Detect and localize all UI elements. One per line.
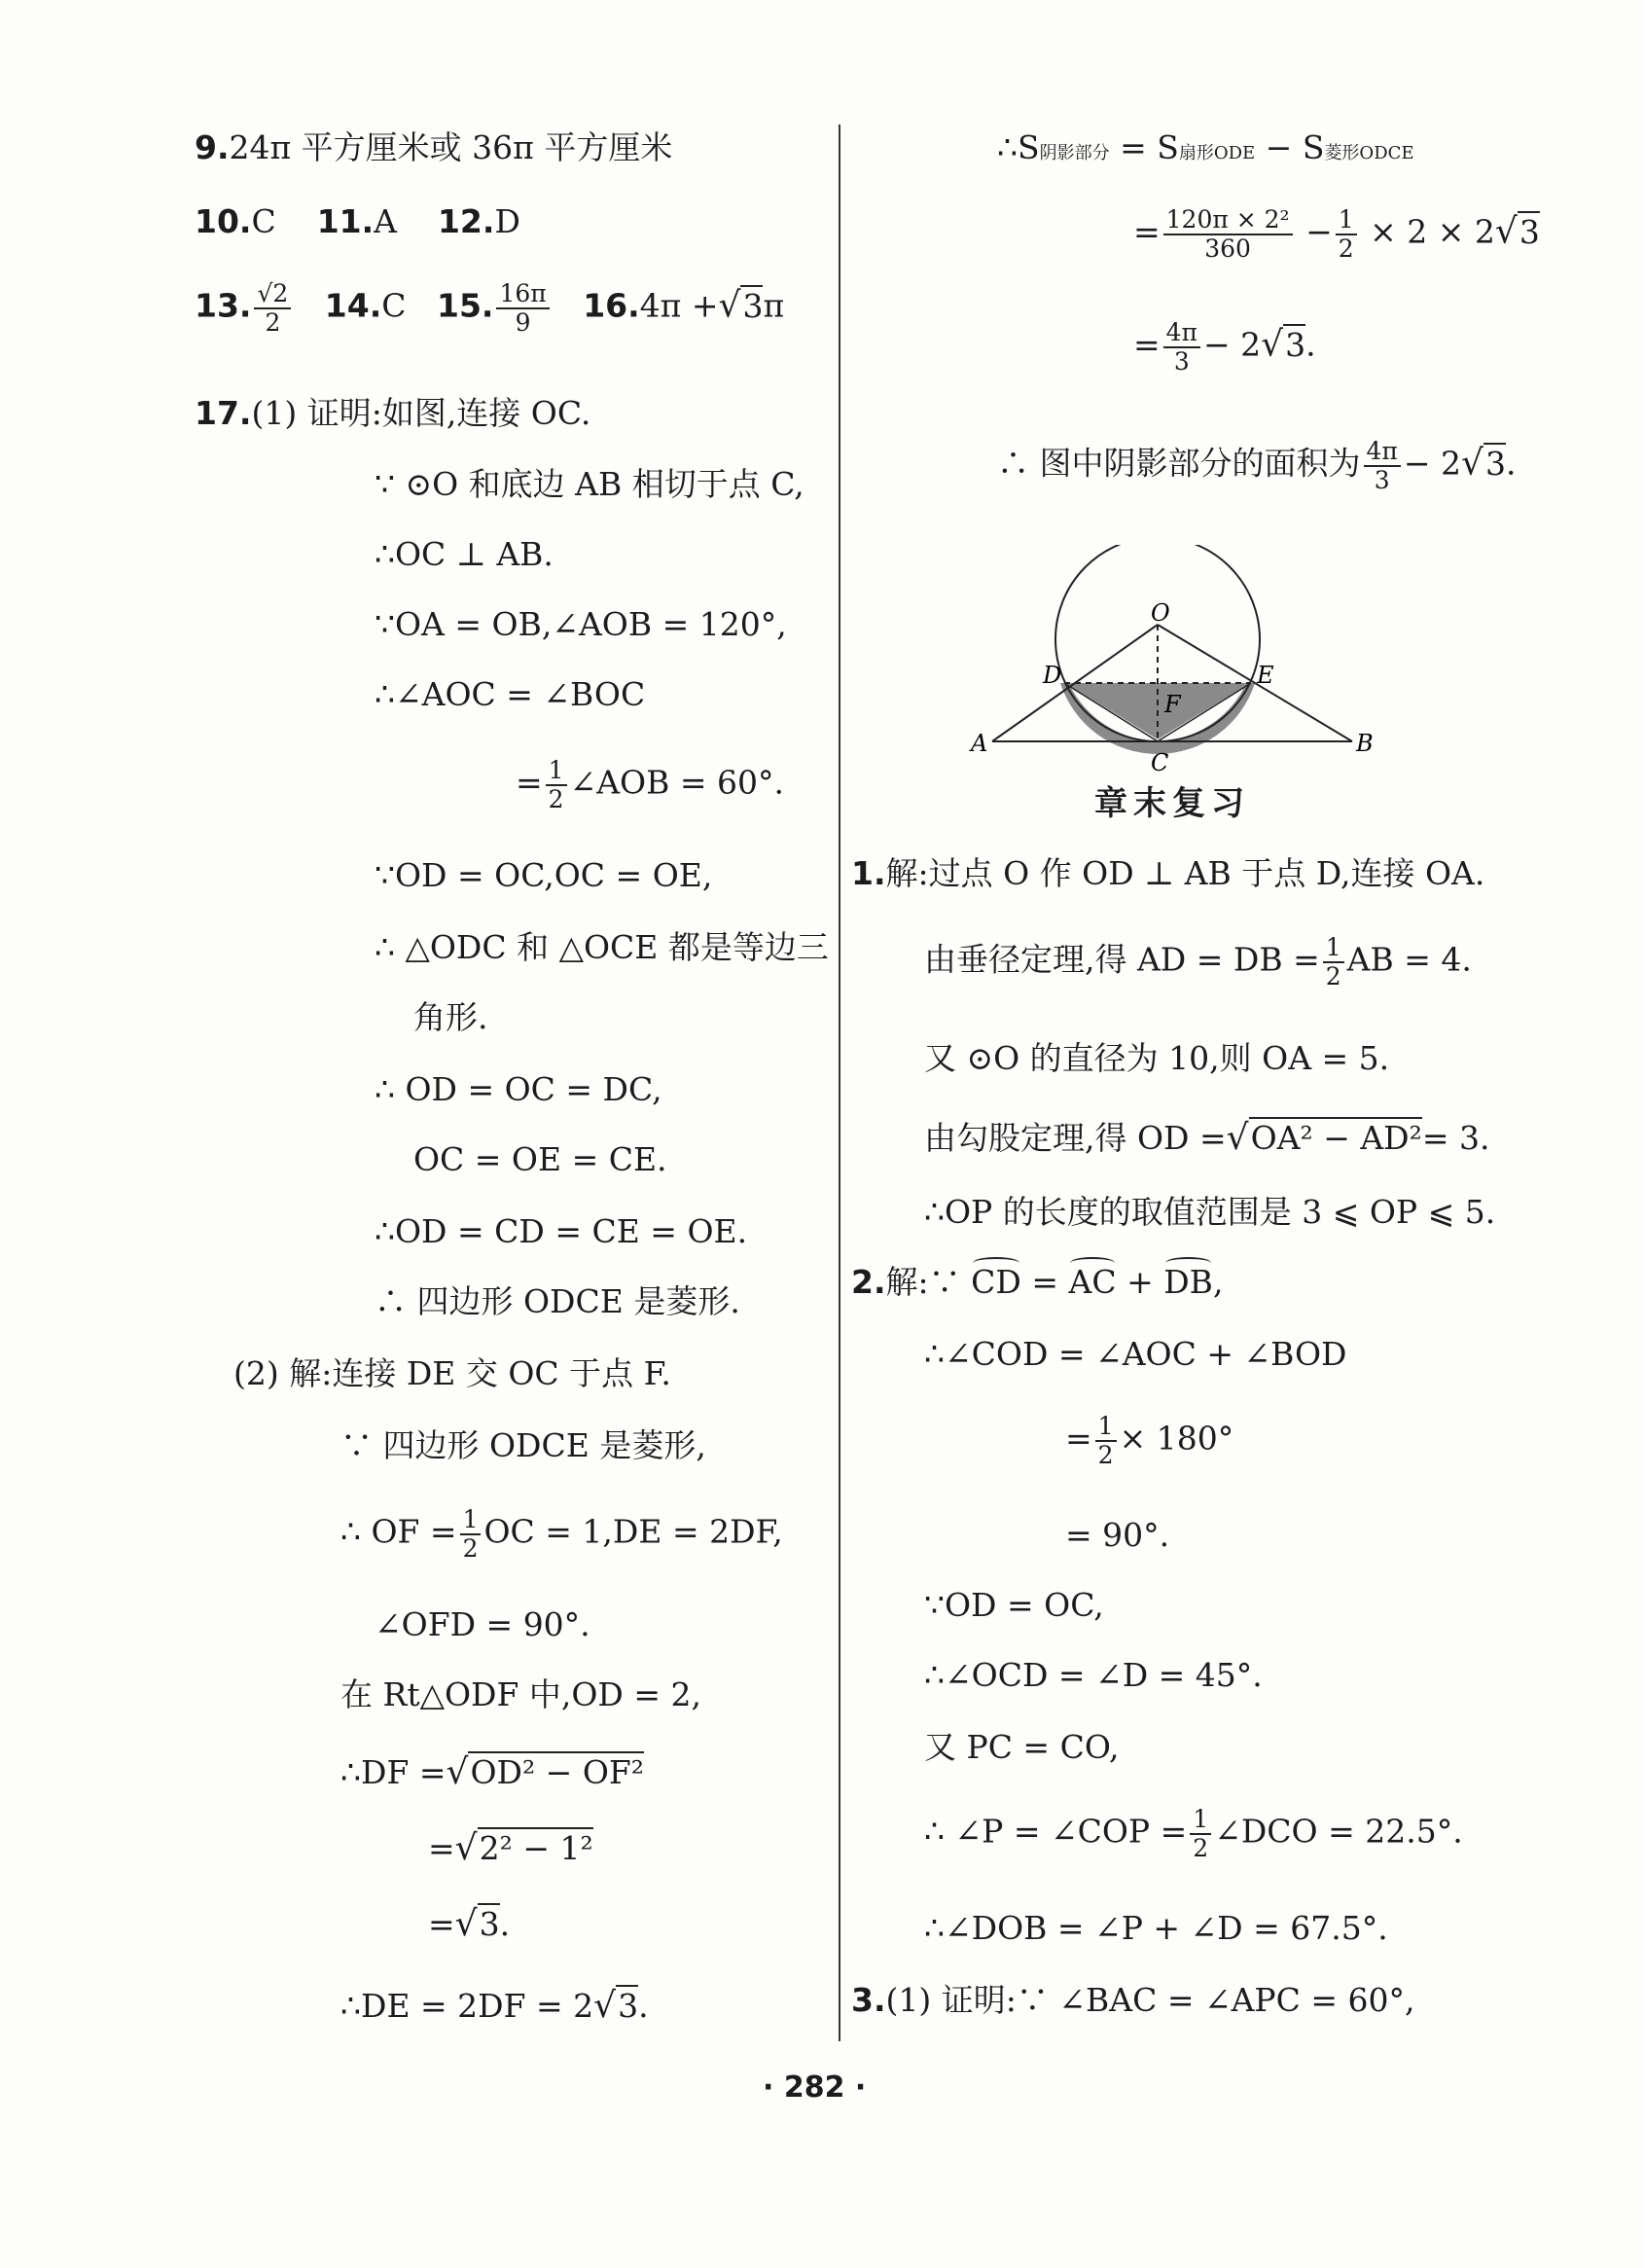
page-number: · 282 · [763,2070,867,2105]
proof-line: ∵OD = OC,OC = OE, [375,856,713,894]
solution-line: =√2² − 1² [428,1828,593,1868]
solution-line: =√3. [428,1904,511,1944]
proof-line: ∴∠AOC = ∠BOC [375,675,646,713]
solution-line: 在 Rt△ODF 中,OD = 2, [340,1675,701,1713]
proof-line: ∴ 四边形 ODCE 是菱形. [375,1282,740,1320]
label-d: D [1043,662,1062,689]
solution-line: ∴DE = 2DF = 2√3. [340,1986,649,2026]
answers-13-16: 13. $\frac{√2}{2}$ 14.C 15. $\frac{16\pi}{9}$ 16.4π +√3π [195,279,785,337]
solution-line: 由垂径定理,得 AD = DB = $\frac{1}{2}$ AB = 4. [924,933,1472,990]
label-o: O [1151,599,1170,627]
proof-line: ∵OA = OB,∠AOB = 120°, [375,605,787,643]
solution-line: ∴∠OCD = ∠D = 45°. [924,1656,1263,1694]
solution-line: ∵ 四边形 ODCE 是菱形, [340,1426,706,1464]
problem-17-part2: (2) 解:连接 DE 交 OC 于点 F. [233,1354,671,1392]
solution-line: 由勾股定理,得 OD =√OA² − AD²= 3. [924,1118,1490,1158]
proof-line: 角形. [413,998,488,1036]
solution-line: 又 ⊙O 的直径为 10,则 OA = 5. [924,1039,1390,1077]
solution-line: ∴OP 的长度的取值范围是 3 ⩽ OP ⩽ 5. [924,1193,1496,1231]
geometry-figure [963,545,1381,778]
solution-line: ∠OFD = 90°. [375,1605,590,1643]
solution-line: ∴∠DOB = ∠P + ∠D = 67.5°. [924,1909,1388,1947]
problem-2: 2.解:∵ CD = AC + DB, [851,1263,1224,1301]
column-divider [839,125,840,2041]
proof-line: ∵ ⊙O 和底边 AB 相切于点 C, [375,465,804,503]
proof-line: OC = OE = CE. [413,1140,667,1178]
label-f: F [1164,691,1181,718]
label-b: B [1356,730,1374,757]
label-a: A [971,730,988,757]
proof-line: ∴OD = CD = CE = OE. [375,1212,748,1250]
label-e: E [1257,662,1274,689]
answer-9: 9.24π 平方厘米或 36π 平方厘米 [195,128,673,166]
problem-3: 3.(1) 证明:∵ ∠BAC = ∠APC = 60°, [851,1981,1415,2019]
solution-line: = $\frac{1}{2}$ × 180° [1065,1412,1234,1469]
proof-line: ∴ △ODC 和 △OCE 都是等边三 [375,928,829,966]
section-title: 章末复习 [1094,784,1250,823]
label-c: C [1151,749,1169,776]
problem-17-part1: 17.(1) 证明:如图,连接 OC. [195,394,591,432]
proof-line: = $\frac{1}{2}$ ∠AOB = 60°. [516,756,784,813]
area-calc: = $\frac{\text{120π × 2²}}{360}$ − $\frac{1}{2}$ × 2 × 2√3 [1133,205,1540,263]
area-result: = $\frac{4\pi}{3}$ − 2√3. [1133,318,1316,376]
solution-line: ∴ OF = $\frac{1}{2}$ OC = 1,DE = 2DF, [340,1505,783,1563]
problem-1: 1.解:过点 O 作 OD ⊥ AB 于点 D,连接 OA. [851,854,1485,892]
proof-line: ∴ OD = OC = DC, [375,1070,662,1108]
solution-line: ∵OD = OC, [924,1586,1104,1624]
solution-line: ∴∠COD = ∠AOC + ∠BOD [924,1335,1347,1373]
solution-line: ∴ ∠P = ∠COP = $\frac{1}{2}$ ∠DCO = 22.5°. [924,1805,1463,1862]
area-conclusion: ∴ 图中阴影部分的面积为 $\frac{4\pi}{3}$ − 2√3. [997,437,1517,494]
area-formula: ∴S阴影部分 = S扇形ODE − S菱形ODCE [997,128,1414,166]
solution-line: ∴DF =√OD² − OF² [340,1752,645,1792]
proof-line: ∴OC ⊥ AB. [375,535,554,573]
solution-line: = 90°. [1065,1516,1170,1554]
answers-10-12: 10.C 11.A 12.D [195,202,520,240]
solution-line: 又 PC = CO, [924,1728,1120,1766]
